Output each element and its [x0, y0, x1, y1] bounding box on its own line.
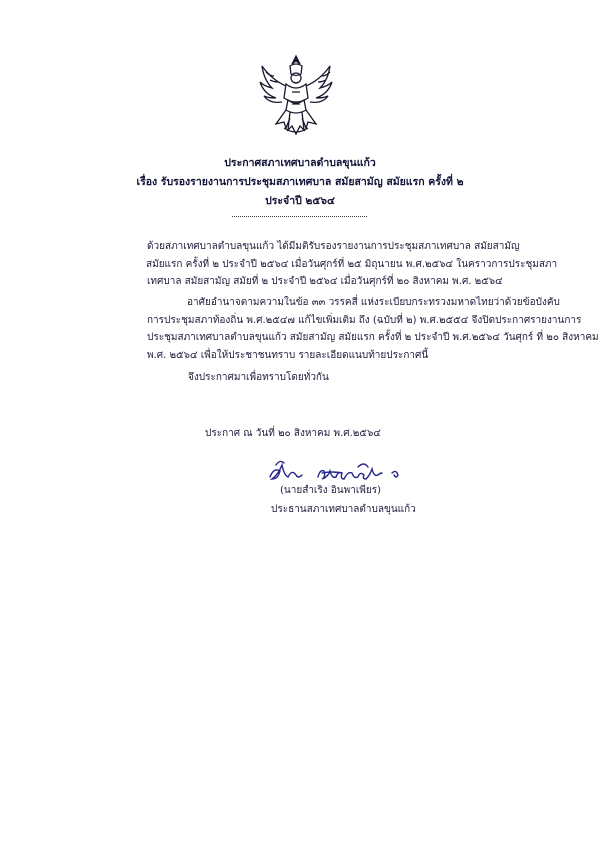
signatory-title: ประธานสภาเทศบาลตำบลขุนแก้ว: [271, 504, 416, 515]
header-divider: [232, 216, 367, 217]
paragraph-line: เทศบาล สมัยสามัญ สมัยที่ ๒ ประจำปี ๒๕๖๔ เมื่อวันศุกร์ที่ ๒๐ สิงหาคม พ.ศ. ๒๕๖๔: [147, 276, 503, 287]
paragraph-2: [147, 294, 599, 364]
announcement-org: ประกาศสภาเทศบาลตำบลขุนแก้ว: [224, 157, 376, 169]
announcement-header: [0, 154, 600, 211]
announcement-year: ประจำปี ๒๕๖๔: [265, 195, 335, 207]
paragraph-line: อาศัยอำนาจตามความในข้อ ๓๓ วรรคสี่ แห่งระเบียบกระทรวงมหาดไทยว่าด้วยข้อบังคับ: [187, 297, 560, 308]
paragraph-1: [146, 238, 558, 291]
garuda-emblem-icon: [256, 52, 336, 142]
announcement-subject: เรื่อง รับรองรายงานการประชุมสภาเทศบาล สมัยสามัญ สมัยแรก ครั้งที่ ๒: [136, 176, 464, 188]
paragraph-line: สมัยแรก ครั้งที่ ๒ ประจำปี ๒๕๖๔ เมื่อวันศุกร์ที่ ๒๕ มิถุนายน พ.ศ.๒๕๖๔ ในคราวการประชุมสภา: [146, 258, 558, 270]
paragraph-3: จึงประกาศมาเพื่อทราบโดยทั่วกัน: [188, 372, 329, 383]
paragraph-line: ประชุมสภาเทศบาลตำบลขุนแก้ว สมัยสามัญ สมัยแรก ครั้งที่ ๒ ประจำปี พ.ศ.๒๕๖๔ วันศุกร์ ที่ ๒๐ สิงหาคม: [147, 332, 599, 343]
paragraph-line: ด้วยสภาเทศบาลตำบลขุนแก้ว ได้มีมติรับรองรายงานการประชุมสภาเทศบาล สมัยสามัญ: [147, 241, 520, 252]
paragraph-line: การประชุมสภาท้องถิ่น พ.ศ.๒๕๔๗ แก้ไขเพิ่มเติม ถึง (ฉบับที่ ๒) พ.ศ.๒๕๕๔ จึงปิดประกาศรายงานการ: [147, 314, 582, 326]
signatory-name: (นายสำเริง อินพาเพียร): [280, 485, 381, 496]
paragraph-line: พ.ศ. ๒๕๖๔ เพื่อให้ประชาชนทราบ รายละเอียดแนบท้ายประกาศนี้: [147, 349, 429, 361]
announcement-date: ประกาศ ณ วันที่ ๒๐ สิงหาคม พ.ศ.๒๕๖๔: [205, 428, 381, 439]
